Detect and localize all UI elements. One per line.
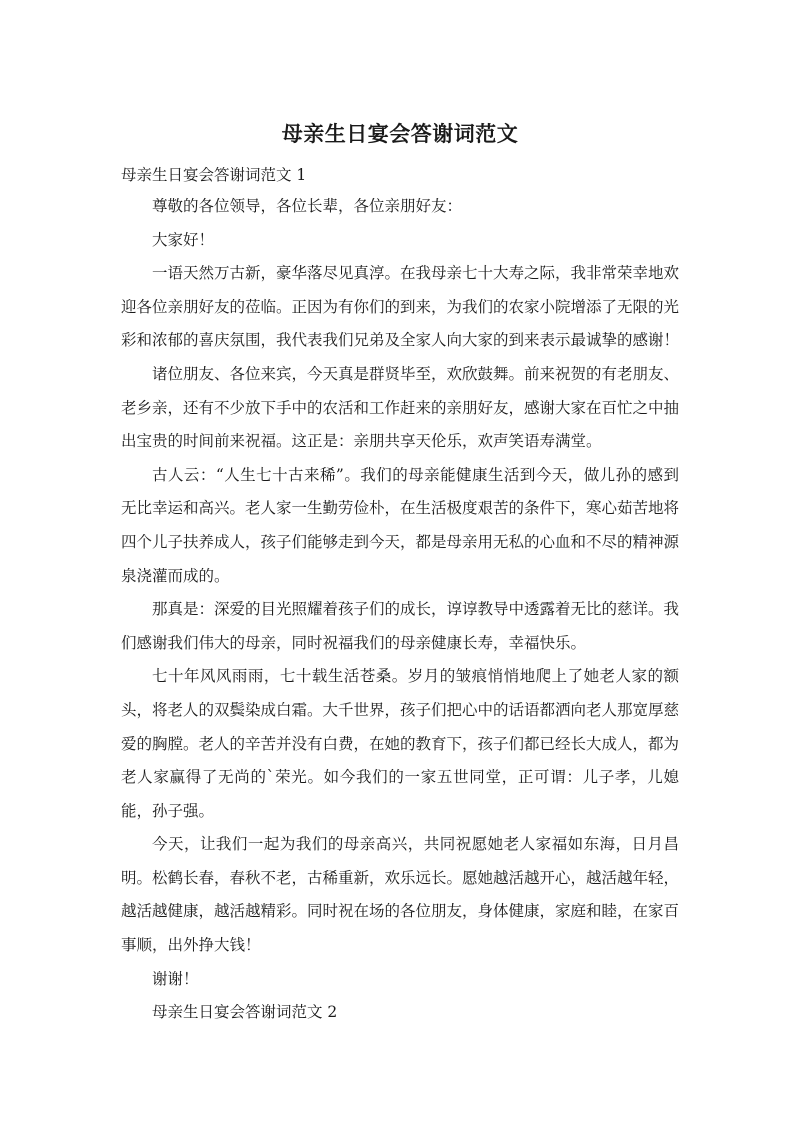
body-paragraph: 七十年风风雨雨，七十载生活苍桑。岁月的皱痕悄悄地爬上了她老人家的额头，将老人的双鬓染成白霜。大千世界，孩子们把心中的话语都洒向老人那宽厚慈爱的胸膛。老人的辛苦并没有白费，在她的教育下，孩子们都已经长大成人，都为老人家赢得了无尚的`荣光。如今我们的一家五世同堂，正可谓：儿子孝，儿媳能，孙子强。 bbox=[121, 667, 680, 820]
body-paragraph: 那真是：深爱的目光照耀着孩子们的成长，谆谆教导中透露着无比的慈详。我们感谢我们伟大的母亲，同时祝福我们的母亲健康长寿，幸福快乐。 bbox=[121, 600, 680, 652]
closing-thanks: 谢谢！ bbox=[152, 969, 199, 988]
section-heading-2: 母亲生日宴会答谢词范文 2 bbox=[152, 1003, 338, 1022]
body-paragraph: 一语天然万古新，豪华落尽见真淳。在我母亲七十大寿之际，我非常荣幸地欢迎各位亲朋好友的莅临。正因为有你们的到来，为我们的农家小院增添了无限的光彩和浓郁的喜庆氛围，我代表我们兄弟及全家人向大家的到来表示最诚挚的感谢！ bbox=[121, 264, 680, 350]
document-body bbox=[121, 190, 679, 1030]
greeting: 大家好！ bbox=[152, 230, 215, 249]
salutation: 尊敬的各位领导，各位长辈，各位亲朋好友： bbox=[152, 197, 463, 215]
body-paragraph: 诸位朋友、各位来宾，今天真是群贤毕至，欢欣鼓舞。前来祝贺的有老朋友、老乡亲，还有不少放下手中的农活和工作赶来的亲朋好友，感谢大家在百忙之中抽出宝贵的时间前来祝福。这正是：亲朋共享天伦乐，欢声笑语寿满堂。 bbox=[121, 364, 680, 451]
document-title: 母亲生日宴会答谢词范文 bbox=[281, 122, 519, 146]
section-heading-1: 母亲生日宴会答谢词范文 1 bbox=[121, 166, 307, 184]
body-paragraph: 今天，让我们一起为我们的母亲高兴，共同祝愿她老人家福如东海，日月昌明。松鹤长春，春秋不老，古稀重新，欢乐远长。愿她越活越开心，越活越年轻，越活越健康，越活越精彩。同时祝在场的各位朋友，身体健康，家庭和睦，在家百事顺，出外挣大钱！ bbox=[121, 835, 680, 955]
body-paragraph: 古人云：“人生七十古来稀”。我们的母亲能健康生活到今天，做儿孙的感到无比幸运和高兴。老人家一生勤劳俭朴，在生活极度艰苦的条件下，寒心茹苦地将四个儿子扶养成人，孩子们能够走到今天，都是母亲用无私的心血和不尽的精神源泉浇灌而成的。 bbox=[121, 465, 680, 585]
